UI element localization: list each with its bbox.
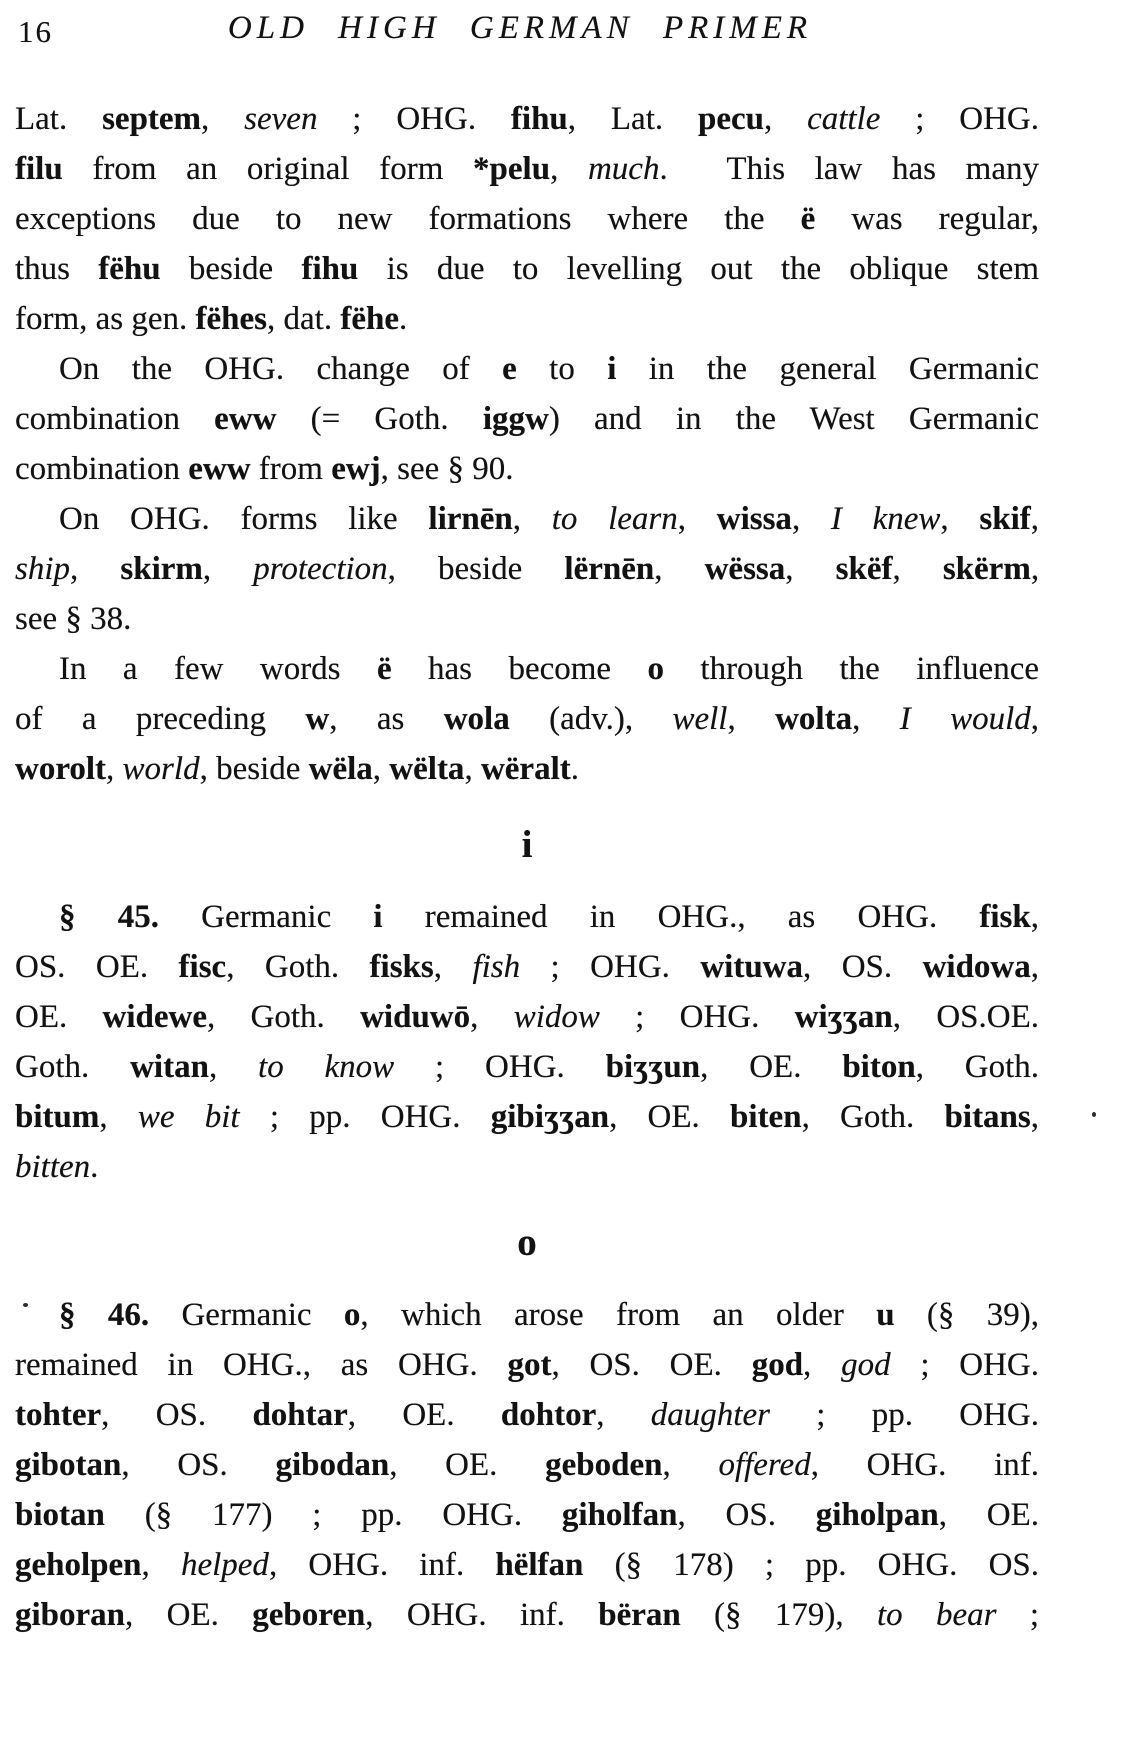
text-segment: , [1030,949,1039,985]
text-line [15,942,1039,992]
paragraph [15,1290,1039,1640]
text-line [15,94,1039,144]
text-segment: hëlfan [495,1547,584,1583]
text-segment: , Goth. [226,949,370,985]
text-segment: in the general Germanic [616,351,1040,387]
text-segment: . [90,1149,99,1185]
text-line [15,892,1039,942]
text-segment: got [507,1347,552,1383]
text-segment: , [208,1049,259,1085]
text-segment: remained in OHG., as OHG. [382,899,980,935]
text-segment: , [892,551,943,587]
text-segment: (§ 177) ; pp. OHG. [104,1497,562,1533]
text-segment: , [1030,701,1039,737]
paragraph [15,892,1039,1192]
text-segment: skif [979,501,1031,537]
section-heading: o [517,1221,537,1264]
text-segment: , [1030,899,1039,935]
text-segment: , [141,1547,181,1583]
text-segment: , OS. [677,1497,816,1533]
text-segment: , Lat. [567,101,698,137]
text-segment: widowa [922,949,1031,985]
text-segment: tohter [15,1397,102,1433]
text-segment: , [1030,551,1040,587]
text-line [15,244,1039,294]
text-line [15,1490,1039,1540]
text-segment: from [250,451,332,487]
text-segment: , [202,551,254,587]
text-line [15,194,1039,244]
text-segment: wëlta [389,751,465,787]
text-segment: ship [15,551,71,587]
text-segment: world [122,751,200,787]
text-segment: , [677,501,717,537]
text-segment: , [803,1347,842,1383]
text-segment: , [1030,501,1039,537]
text-segment: i [373,899,383,935]
text-segment: geboren [252,1597,366,1633]
text-segment: , [433,949,473,985]
text-segment: ewj [331,451,381,487]
text-segment: o [647,651,664,687]
text-segment: , [70,551,121,587]
text-segment: widewe [102,999,208,1035]
text-segment: u [876,1297,895,1333]
text-segment: (adv.), [509,701,673,737]
text-segment: , [99,1099,138,1135]
text-segment: skërm [942,551,1031,587]
text-segment: from an original form [62,151,474,187]
text-segment: , Goth. [801,1099,945,1135]
text-segment: ; [996,1597,1039,1633]
text-segment: skëf [835,551,893,587]
text-line [15,694,1039,744]
text-segment: septem [102,101,202,137]
text-segment: , [372,751,390,787]
text-segment: iggw [482,401,549,437]
text-segment: ) and in the West Germanic [548,401,1039,437]
text-segment: , [727,701,776,737]
text-segment: eww [214,401,277,437]
text-segment: biotan [15,1497,105,1533]
text-segment: . [399,301,408,337]
text-segment: , [106,751,123,787]
text-segment: , [550,151,588,187]
text-segment: , [464,751,481,787]
text-segment: , OS. OE. [551,1347,752,1383]
text-segment: , OE. [938,1497,1039,1533]
text-segment: Germanic [158,899,374,935]
text-segment: wissa [716,501,792,537]
text-segment: bitans [944,1099,1031,1135]
text-segment: bëran [598,1597,681,1633]
text-segment: eww [188,451,251,487]
text-segment: fisk [979,899,1031,935]
text-segment: , OHG. inf. [365,1597,599,1633]
text-segment: fish [472,949,521,985]
text-segment: widow [513,999,600,1035]
text-line [15,1390,1039,1440]
paragraph [15,344,1039,494]
text-segment: , [470,999,514,1035]
text-segment: wëssa [704,551,786,587]
text-segment: daughter [650,1397,770,1433]
text-segment: seven [244,101,318,137]
text-segment: giholpan [815,1497,939,1533]
text-segment: , dat. [267,301,341,337]
text-segment: biton [842,1049,916,1085]
text-line [15,1092,1039,1142]
text-segment: , OE. [700,1049,843,1085]
text-segment: Goth. [15,1049,131,1085]
text-line [15,1290,1039,1340]
text-segment: e [502,351,517,387]
text-line [15,144,1039,194]
text-segment: , OHG. inf. [810,1447,1040,1483]
text-segment: § 45. [59,899,159,935]
text-segment: , [763,101,808,137]
text-segment: we bit [137,1099,240,1135]
text-segment: witan [130,1049,209,1085]
text-segment: , OE. [347,1397,501,1433]
text-segment: *pelu [473,151,551,187]
text-segment: § 46. [59,1297,150,1333]
text-segment: form, as gen. [15,301,196,337]
text-segment: ; OHG. [394,1049,606,1085]
text-segment: i [607,351,617,387]
text-line [15,1440,1039,1490]
text-segment: , OE. [125,1597,253,1633]
text-segment: (= Goth. [276,401,483,437]
paragraph [15,644,1039,794]
text-segment: to learn [551,501,678,537]
text-line [15,1340,1039,1390]
text-segment: wiʒʒan [794,999,893,1035]
text-segment: to know [258,1049,395,1085]
text-line [15,1142,1039,1192]
text-segment: remained in OHG., as OHG. [15,1347,508,1383]
paragraph [15,94,1039,344]
text-segment: god [841,1347,891,1383]
text-segment: through the influence [663,651,1039,687]
text-segment: , [852,701,900,737]
text-segment: wolta [775,701,853,737]
text-segment: , [785,551,836,587]
text-segment: ; OHG. [599,999,795,1035]
text-line [15,544,1039,594]
text-line [15,494,1039,544]
text-segment: , OE. [609,1099,731,1135]
text-segment: giboran [15,1597,126,1633]
text-line [15,594,1039,644]
text-segment: fisc [178,949,227,985]
text-segment: wola [443,701,510,737]
text-segment: , OS. [121,1447,276,1483]
text-line [15,992,1039,1042]
text-segment: , [791,501,831,537]
text-segment: On the OHG. change of [59,351,503,387]
text-line [15,1590,1039,1640]
text-segment: On OHG. forms like [59,501,429,537]
paragraph [15,494,1039,644]
text-line [15,294,1039,344]
text-segment: , beside [199,751,309,787]
text-segment: ë [376,651,392,687]
text-line [15,444,1039,494]
header-title: OLD HIGH GERMAN PRIMER [227,10,813,46]
text-segment: ; OHG. [520,949,701,985]
text-segment: wituwa [700,949,804,985]
text-segment: was regular, [815,201,1039,237]
text-segment: I knew [830,501,941,537]
text-segment: well [672,701,728,737]
text-segment: , Goth. [207,999,361,1035]
text-block [15,94,1039,1640]
text-segment: , as [329,701,444,737]
text-segment: skirm [120,551,203,587]
text-segment: dohtar [252,1397,348,1433]
text-segment: ; pp. OHG. [769,1397,1040,1433]
text-line [15,1042,1039,1092]
text-segment: cattle [807,101,881,137]
text-segment: , [596,1397,651,1433]
text-segment: helped [180,1547,269,1583]
text-segment: gibodan [275,1447,390,1483]
text-segment: (§ 39), [894,1297,1039,1333]
text-line [15,344,1039,394]
text-segment: wëla [308,751,373,787]
text-segment: to bear [876,1597,997,1633]
text-segment: o [343,1297,361,1333]
text-segment: god [751,1347,804,1383]
text-line [15,644,1039,694]
text-segment: Lat. [15,101,103,137]
text-segment: dohtor [500,1397,597,1433]
text-segment: , Goth. [915,1049,1040,1085]
text-segment: lërnēn [564,551,655,587]
page-number: 16 [18,14,53,49]
text-segment: is due to levelling out the oblique stem [358,251,1039,287]
text-segment: fihu [301,251,359,287]
text-segment: OS. OE. [15,949,179,985]
text-segment: beside [160,251,302,287]
text-segment: to [516,351,608,387]
text-segment: ; pp. OHG. [239,1099,491,1135]
text-segment: , OS. [101,1397,253,1433]
text-segment: ; OHG. [317,101,511,137]
text-segment: biten [730,1099,802,1135]
text-segment: has become [391,651,648,687]
text-segment: , [940,501,980,537]
text-segment: exceptions due to new formations where the [15,201,801,237]
text-segment: geholpen [15,1547,142,1583]
text-segment: In a few words [59,651,377,687]
running-header [0,8,1040,60]
text-segment: fëhe [340,301,399,337]
text-segment: combination [15,451,189,487]
text-segment: ; OHG. [890,1347,1039,1383]
text-segment: geboden [545,1447,663,1483]
text-segment: . This law has many [659,151,1039,187]
text-segment: , [654,551,705,587]
text-line [15,744,1039,794]
text-line [15,1540,1039,1590]
text-segment: worolt [15,751,107,787]
text-segment: (§ 178) ; pp. OHG. OS. [583,1547,1040,1583]
text-segment: filu [15,151,63,187]
text-segment: offered [718,1447,811,1483]
text-segment: wëralt [480,751,571,787]
text-segment: , OE. [389,1447,546,1483]
ink-speck [1092,1112,1096,1117]
text-segment: fëhu [98,251,161,287]
text-segment: , see § 90. [380,451,514,487]
text-segment: . [570,751,579,787]
text-segment: , [1030,1099,1040,1135]
text-segment: lirnēn [428,501,513,537]
text-segment: gibotan [15,1447,122,1483]
text-segment: gibiʒʒan [490,1099,610,1135]
text-segment: I would [899,701,1031,737]
text-segment: , OS.OE. [892,999,1040,1035]
text-segment: giholfan [561,1497,678,1533]
text-segment: protection [253,551,388,587]
text-segment: of a preceding [15,701,306,737]
text-segment: (§ 179), [680,1597,877,1633]
text-segment: , beside [387,551,565,587]
text-segment: , [201,101,245,137]
text-segment: Germanic [149,1297,344,1333]
text-segment: combination [15,401,215,437]
text-segment: fisks [369,949,434,985]
ink-speck [23,1303,28,1307]
text-segment: ; OHG. [880,101,1040,137]
text-segment: bitten [15,1149,91,1185]
text-segment: bitum [15,1099,100,1135]
text-segment: fihu [510,101,568,137]
text-segment: ë [800,201,816,237]
text-segment: , OHG. inf. [268,1547,496,1583]
text-segment: w [305,701,330,737]
text-segment: , OS. [803,949,923,985]
text-segment: much [587,151,660,187]
text-segment: pecu [697,101,764,137]
text-line [15,394,1039,444]
text-segment: see § 38. [15,601,132,637]
text-segment: , which arose from an older [360,1297,877,1333]
text-segment: thus [15,251,99,287]
text-segment: biʒʒun [605,1049,701,1085]
text-segment: widuwō [360,999,471,1035]
section-heading: i [521,823,533,866]
text-segment: OE. [15,999,103,1035]
text-segment: fëhes [195,301,268,337]
text-segment: , [512,501,552,537]
text-segment: , [662,1447,719,1483]
